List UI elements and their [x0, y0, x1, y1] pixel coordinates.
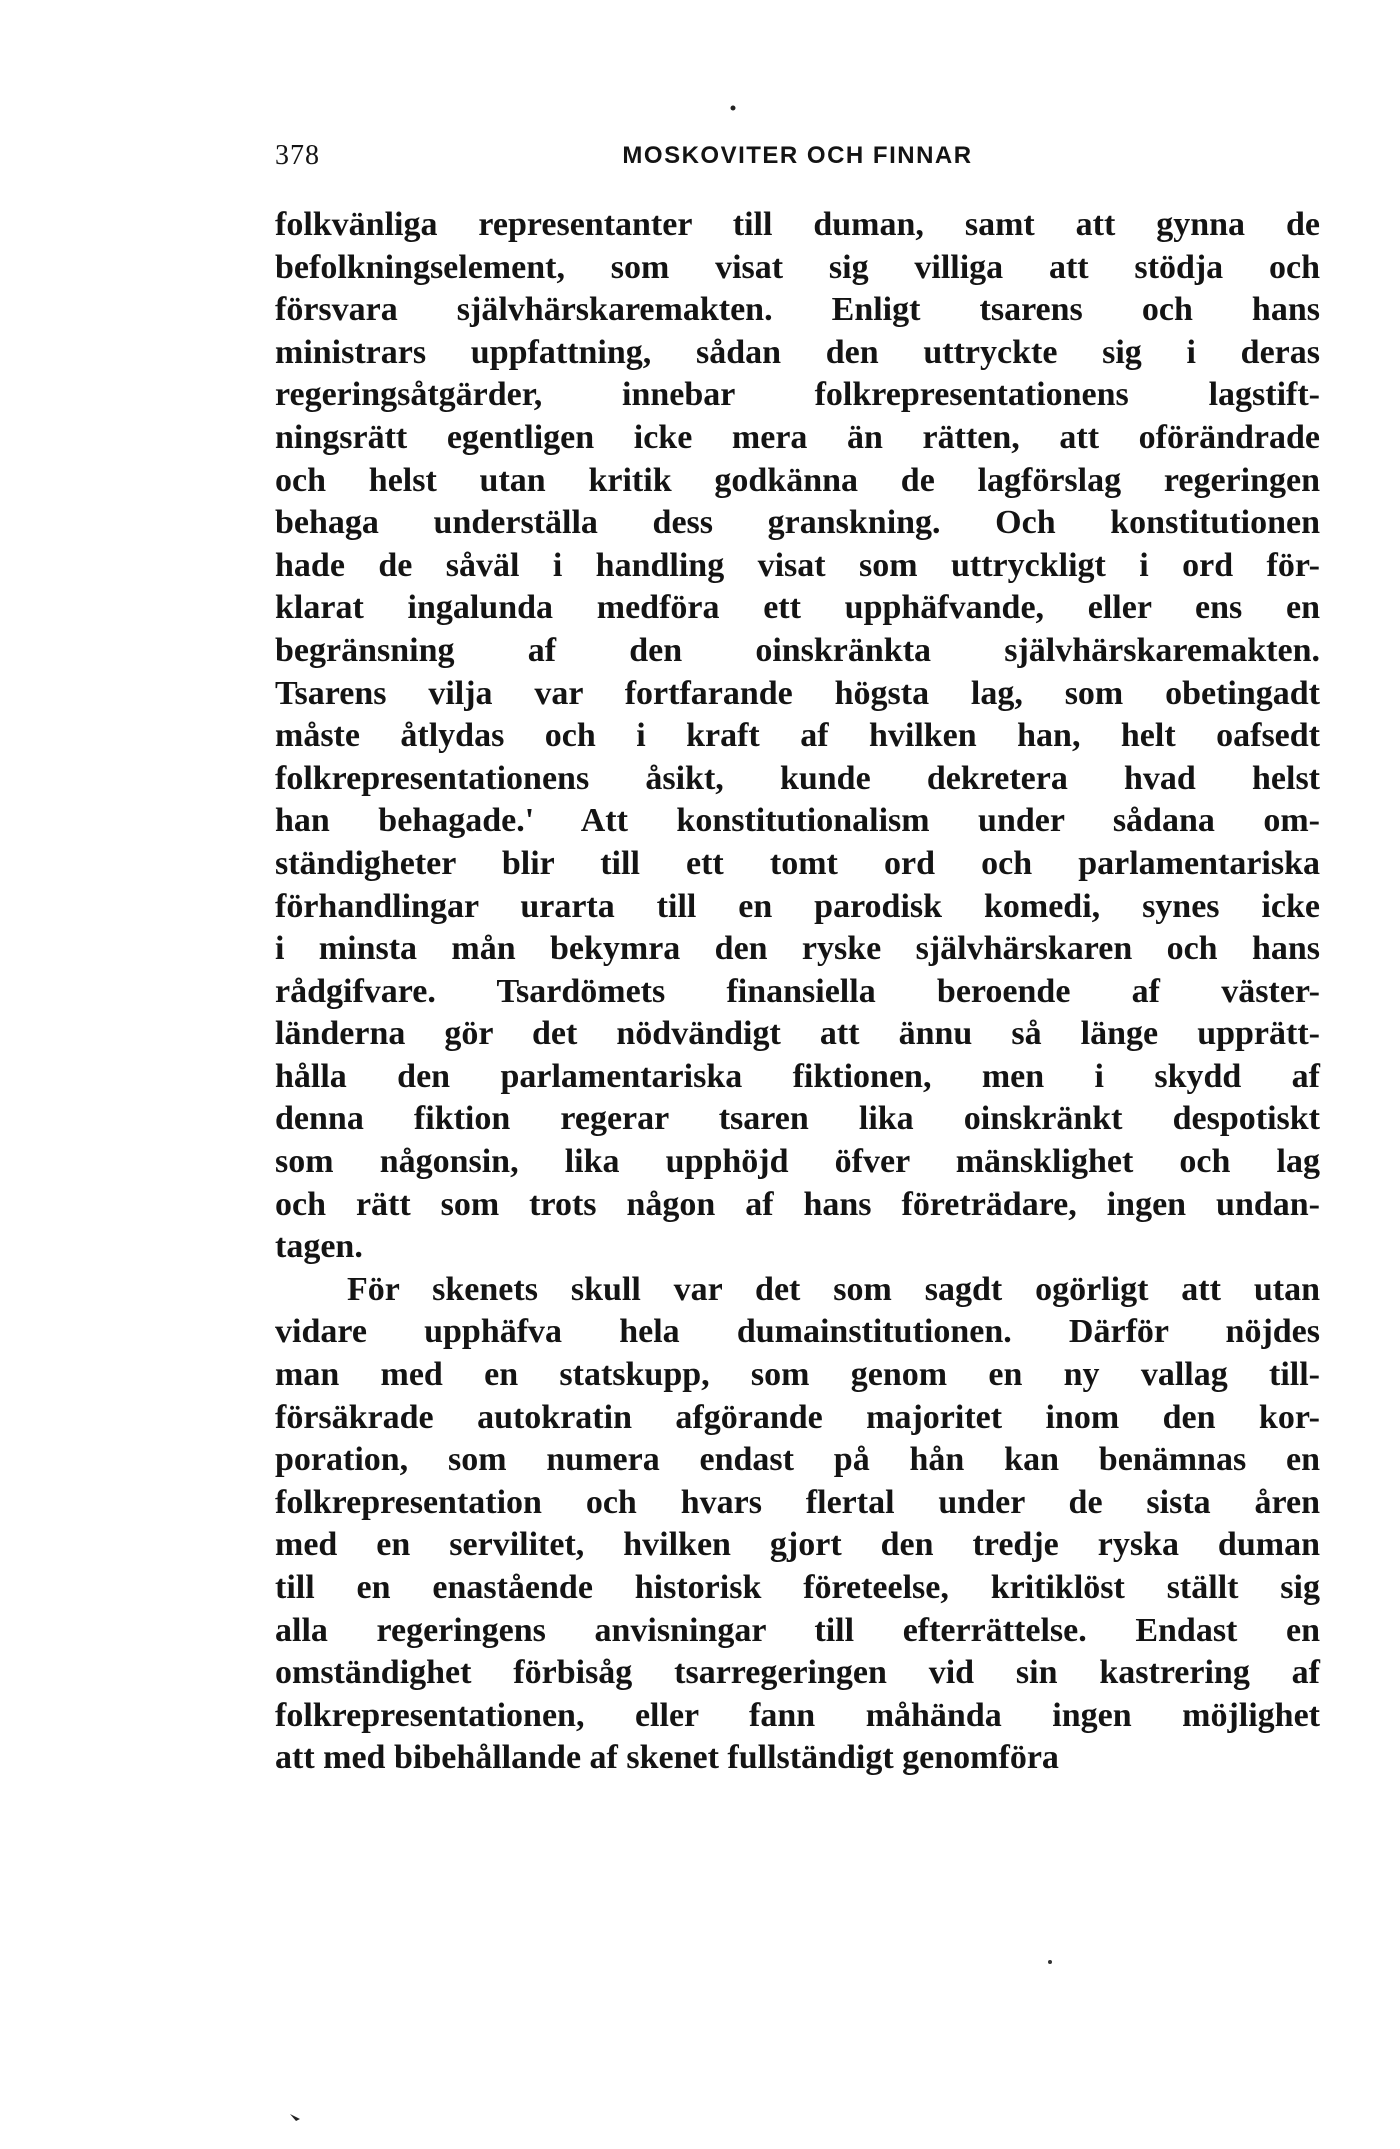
text-line: han behagade.' Att konstitutionalism under sådana om- [275, 802, 1320, 840]
text-line: försvara självhärskaremakten. Enligt tsarens och hans [275, 291, 1320, 329]
ink-speck [290, 2114, 300, 2121]
text-line: som någonsin, lika upphöjd öfver mänsklighet och lag [275, 1143, 1320, 1181]
text-line: Tsarens vilja var fortfarande högsta lag, som obetingadt [275, 674, 1320, 712]
ink-speck [1048, 1960, 1052, 1964]
text-line: man med en statskupp, som genom en ny vallag till- [275, 1356, 1320, 1394]
text-line: alla regeringens anvisningar till efterrättelse. Endast en [275, 1611, 1320, 1649]
text-line: folkvänliga representanter till duman, samt att gynna de [275, 206, 1320, 243]
text-line: klarat ingalunda medföra ett upphäfvande, eller ens en [275, 589, 1320, 627]
text-line: hålla den parlamentariska fiktionen, men i skydd af [275, 1057, 1320, 1095]
running-head: MOSKOVITER OCH FINNAR [622, 142, 973, 169]
text-line: ningsrätt egentligen icke mera än rätten, att oförändrade [275, 418, 1320, 456]
text-line: vidare upphäfva hela dumainstitutionen. Därför nöjdes [275, 1313, 1320, 1351]
text-line: poration, som numera endast på hån kan benämnas en [275, 1441, 1320, 1479]
text-line: omständighet förbisåg tsarregeringen vid sin kastrering af [275, 1654, 1320, 1692]
text-line: begränsning af den oinskränkta självhärskaremakten. [275, 631, 1320, 669]
text-line: folkrepresentationens åsikt, kunde dekretera hvad helst [275, 759, 1320, 797]
text-line: och rätt som trots någon af hans företrädare, ingen undan- [275, 1185, 1320, 1223]
text-line: att med bibehållande af skenet fullständigt genomföra [275, 1739, 1059, 1777]
page-header [275, 140, 1320, 180]
text-line: För skenets skull var det som sagdt ogörligt att utan [347, 1270, 1320, 1308]
text-line: i minsta mån bekymra den ryske självhärskaren och hans [275, 930, 1320, 968]
text-line: med en servilitet, hvilken gjort den tredje ryska duman [275, 1526, 1320, 1564]
text-line: rådgifvare. Tsardömets finansiella beroende af väster- [275, 972, 1320, 1010]
page-number: 378 [275, 140, 320, 171]
text-line: befolkningselement, som visat sig villiga att stödja och [275, 248, 1320, 286]
text-line: regeringsåtgärder, innebar folkrepresentationens lagstift- [275, 376, 1320, 414]
text-line: måste åtlydas och i kraft af hvilken han, helt oafsedt [275, 717, 1320, 755]
text-line: försäkrade autokratin afgörande majoritet inom den kor- [275, 1398, 1320, 1436]
text-line: ministrars uppfattning, sådan den uttryckte sig i deras [275, 333, 1320, 371]
paragraph [275, 204, 1320, 1269]
text-line: till en enastående historisk företeelse, kritiklöst ställt sig [275, 1569, 1320, 1606]
text-line: förhandlingar urarta till en parodisk komedi, synes icke [275, 887, 1320, 925]
ink-speck [731, 106, 736, 111]
text-line: folkrepresentation och hvars flertal under de sista åren [275, 1483, 1320, 1521]
text-line: länderna gör det nödvändigt att ännu så länge upprätt- [275, 1015, 1320, 1053]
text-line: ständigheter blir till ett tomt ord och parlamentariska [275, 844, 1320, 882]
text-line: denna fiktion regerar tsaren lika oinskränkt despotiskt [275, 1100, 1320, 1138]
text-line: tagen. [275, 1228, 363, 1266]
text-line: folkrepresentationen, eller fann måhända ingen möjlighet [275, 1696, 1320, 1734]
text-line: och helst utan kritik godkänna de lagförslag regeringen [275, 461, 1320, 499]
body-text [275, 204, 1320, 1780]
text-line: behaga underställa dess granskning. Och konstitutionen [275, 504, 1320, 542]
paragraph [275, 1269, 1320, 1780]
text-line: hade de såväl i handling visat som uttryckligt i ord för- [275, 546, 1320, 584]
